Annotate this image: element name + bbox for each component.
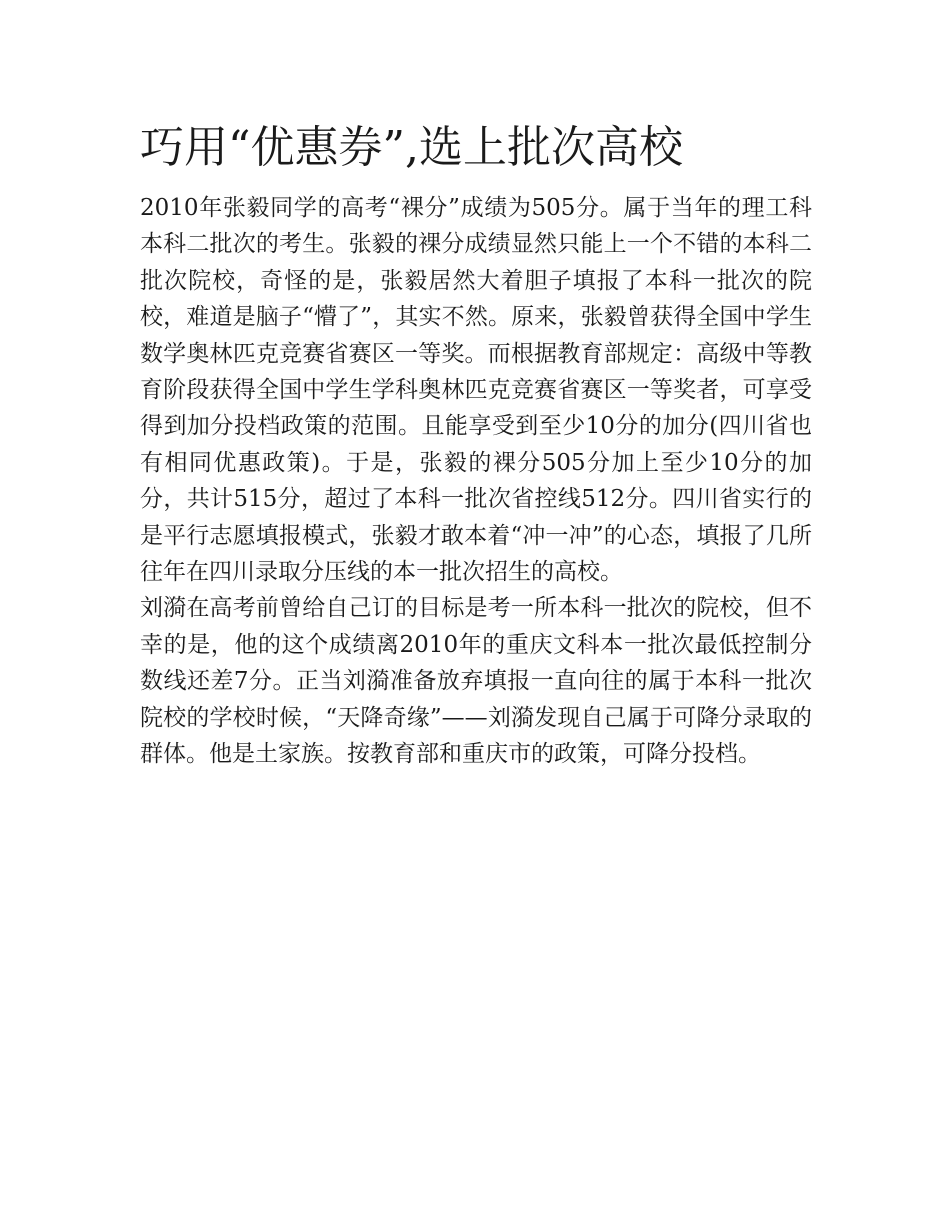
article-paragraph-2: 刘漪在高考前曾给自己订的目标是考一所本科一批次的院校，但不幸的是，他的这个成绩离2010年的重庆文科本一批次最低控制分数线还差7分。正当刘漪准备放弃填报一直向往的属于本科一批次院校的学校时候，“天降奇缘”——刘漪发现自己属于可降分录取的群体。他是土家族。按教育部和重庆市的政策，可降分投档。 <box>140 595 812 768</box>
article-paragraph-1: 2010年张毅同学的高考“裸分”成绩为505分。属于当年的理工科本科二批次的考生。张毅的裸分成绩显然只能上一个不错的本科二批次院校，奇怪的是，张毅居然大着胆子填报了本科一批次的院校，难道是脑子“懵了”，其实不然。原来，张毅曾获得全国中学生数学奥林匹克竞赛省赛区一等奖。而根据教育部规定：高级中等教育阶段获得全国中学生学科奥林匹克竞赛省赛区一等奖者，可享受得到加分投档政策的范围。且能享受到至少10分的加分(四川省也有相同优惠政策)。于是，张毅的裸分505分加上至少10分的加分，共计515分，超过了本科一批次省控线512分。四川省实行的是平行志愿填报模式，张毅才敢本着“冲一冲”的心态，填报了几所往年在四川录取分压线的本一批次招生的高校。 <box>140 195 812 586</box>
article-title: 巧用“优惠券”,选上批次高校 <box>140 122 683 173</box>
article <box>140 112 812 773</box>
